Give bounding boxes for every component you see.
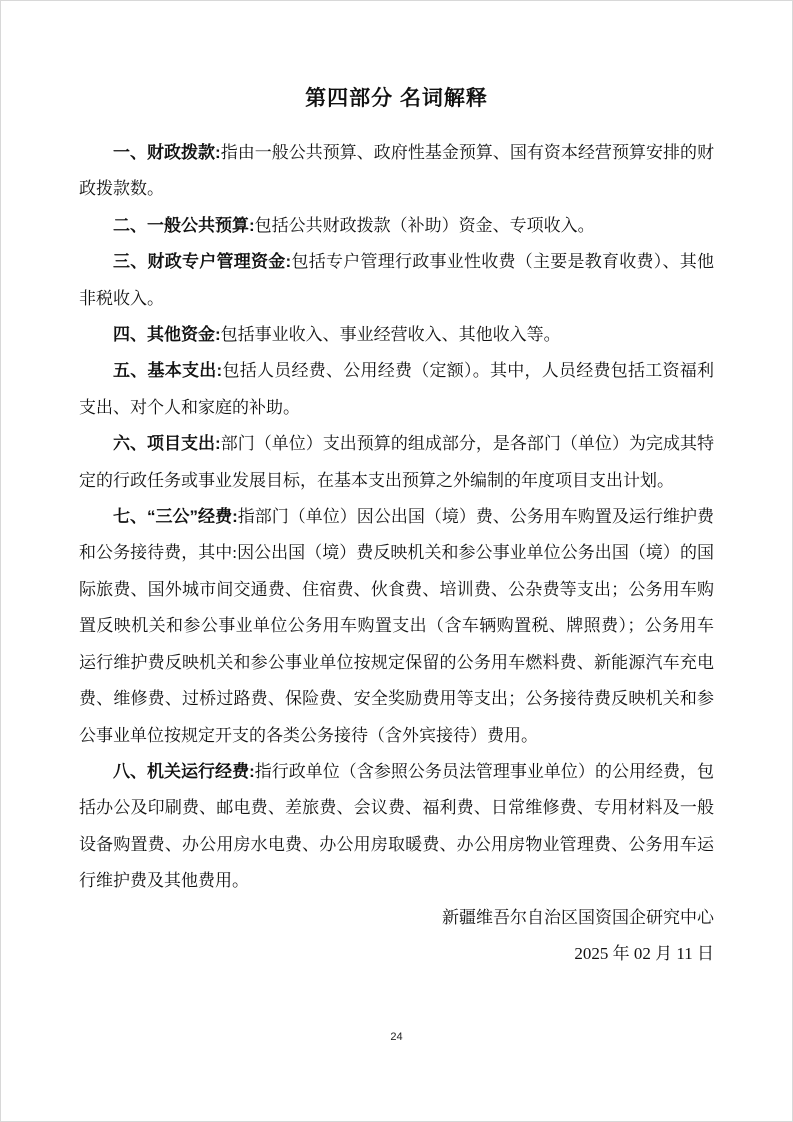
glossary-term: 八、机关运行经费:	[113, 761, 255, 781]
glossary-item-7	[79, 499, 714, 754]
glossary-term: 二、一般公共预算:	[113, 215, 255, 235]
glossary-item-4	[79, 317, 714, 353]
glossary-term: 四、其他资金:	[113, 325, 221, 345]
glossary-term: 五、基本支出:	[113, 361, 223, 381]
glossary-term: 六、项目支出:	[113, 434, 221, 454]
signature-organization: 新疆维吾尔自治区国资国企研究中心	[442, 907, 714, 927]
glossary-definition: 包括公共财政拨款（补助）资金、专项收入。	[254, 215, 595, 235]
glossary-item-6	[79, 426, 714, 499]
glossary-term: 三、财政专户管理资金:	[113, 252, 292, 272]
glossary-item-8	[79, 754, 714, 900]
glossary-term: 一、财政拨款:	[113, 143, 221, 162]
glossary-definition: 指行政单位（含参照公务员法管理事业单位）的公用经费，包括办公及印刷费、邮电费、差旅费、会议费、福利费、日常维修费、专用材料及一般设备购置费、办公用房水电费、办公用房取暖费、办公用房物业管理费、公务用车运行维护费及其他费用。	[79, 761, 715, 891]
glossary-item-1	[79, 135, 714, 208]
glossary-definition: 包括专户管理行政事业性收费（主要是教育收费）、其他非税收入。	[79, 252, 714, 308]
signature-block	[79, 900, 714, 973]
glossary-term: 七、“三公”经费:	[113, 507, 238, 527]
document-content	[1, 1, 792, 972]
page-number: 24	[390, 1031, 403, 1043]
glossary-definition: 包括事业收入、事业经营收入、其他收入等。	[220, 325, 561, 345]
signature-date: 2025 年 02 月 11 日	[574, 943, 714, 963]
glossary-item-2	[79, 208, 714, 244]
glossary-item-3	[79, 244, 714, 317]
glossary-definition: 指部门（单位）因公出国（境）费、公务用车购置及运行维护费和公务接待费，其中:因公出国（境）费反映机关和参公事业单位公务出国（境）的国际旅费、国外城市间交通费、住宿费、伙食费、培训费、公杂费等支出；公务用车购置反映机关和参公事业单位公务用车购置支出（含车辆购置税、牌照费）；公务用车运行维护费反映机关和参公事业单位按规定保留的公务用车燃料费、新能源汽车充电费、维修费、过桥过路费、保险费、安全奖励费用等支出；公务接待费反映机关和参公事业单位按规定开支的各类公务接待（含外宾接待）费用。	[79, 507, 714, 745]
glossary-definition: 指由一般公共预算、政府性基金预算、国有资本经营预算安排的财政拨款数。	[79, 143, 714, 199]
glossary-item-5	[79, 353, 714, 426]
glossary-definition: 部门（单位）支出预算的组成部分，是各部门（单位）为完成其特定的行政任务或事业发展目标，在基本支出预算之外编制的年度项目支出计划。	[79, 434, 714, 490]
glossary-definition: 包括人员经费、公用经费（定额）。其中，人员经费包括工资福利支出、对个人和家庭的补助。	[79, 361, 715, 417]
page-title: 第四部分 名词解释	[305, 87, 488, 110]
